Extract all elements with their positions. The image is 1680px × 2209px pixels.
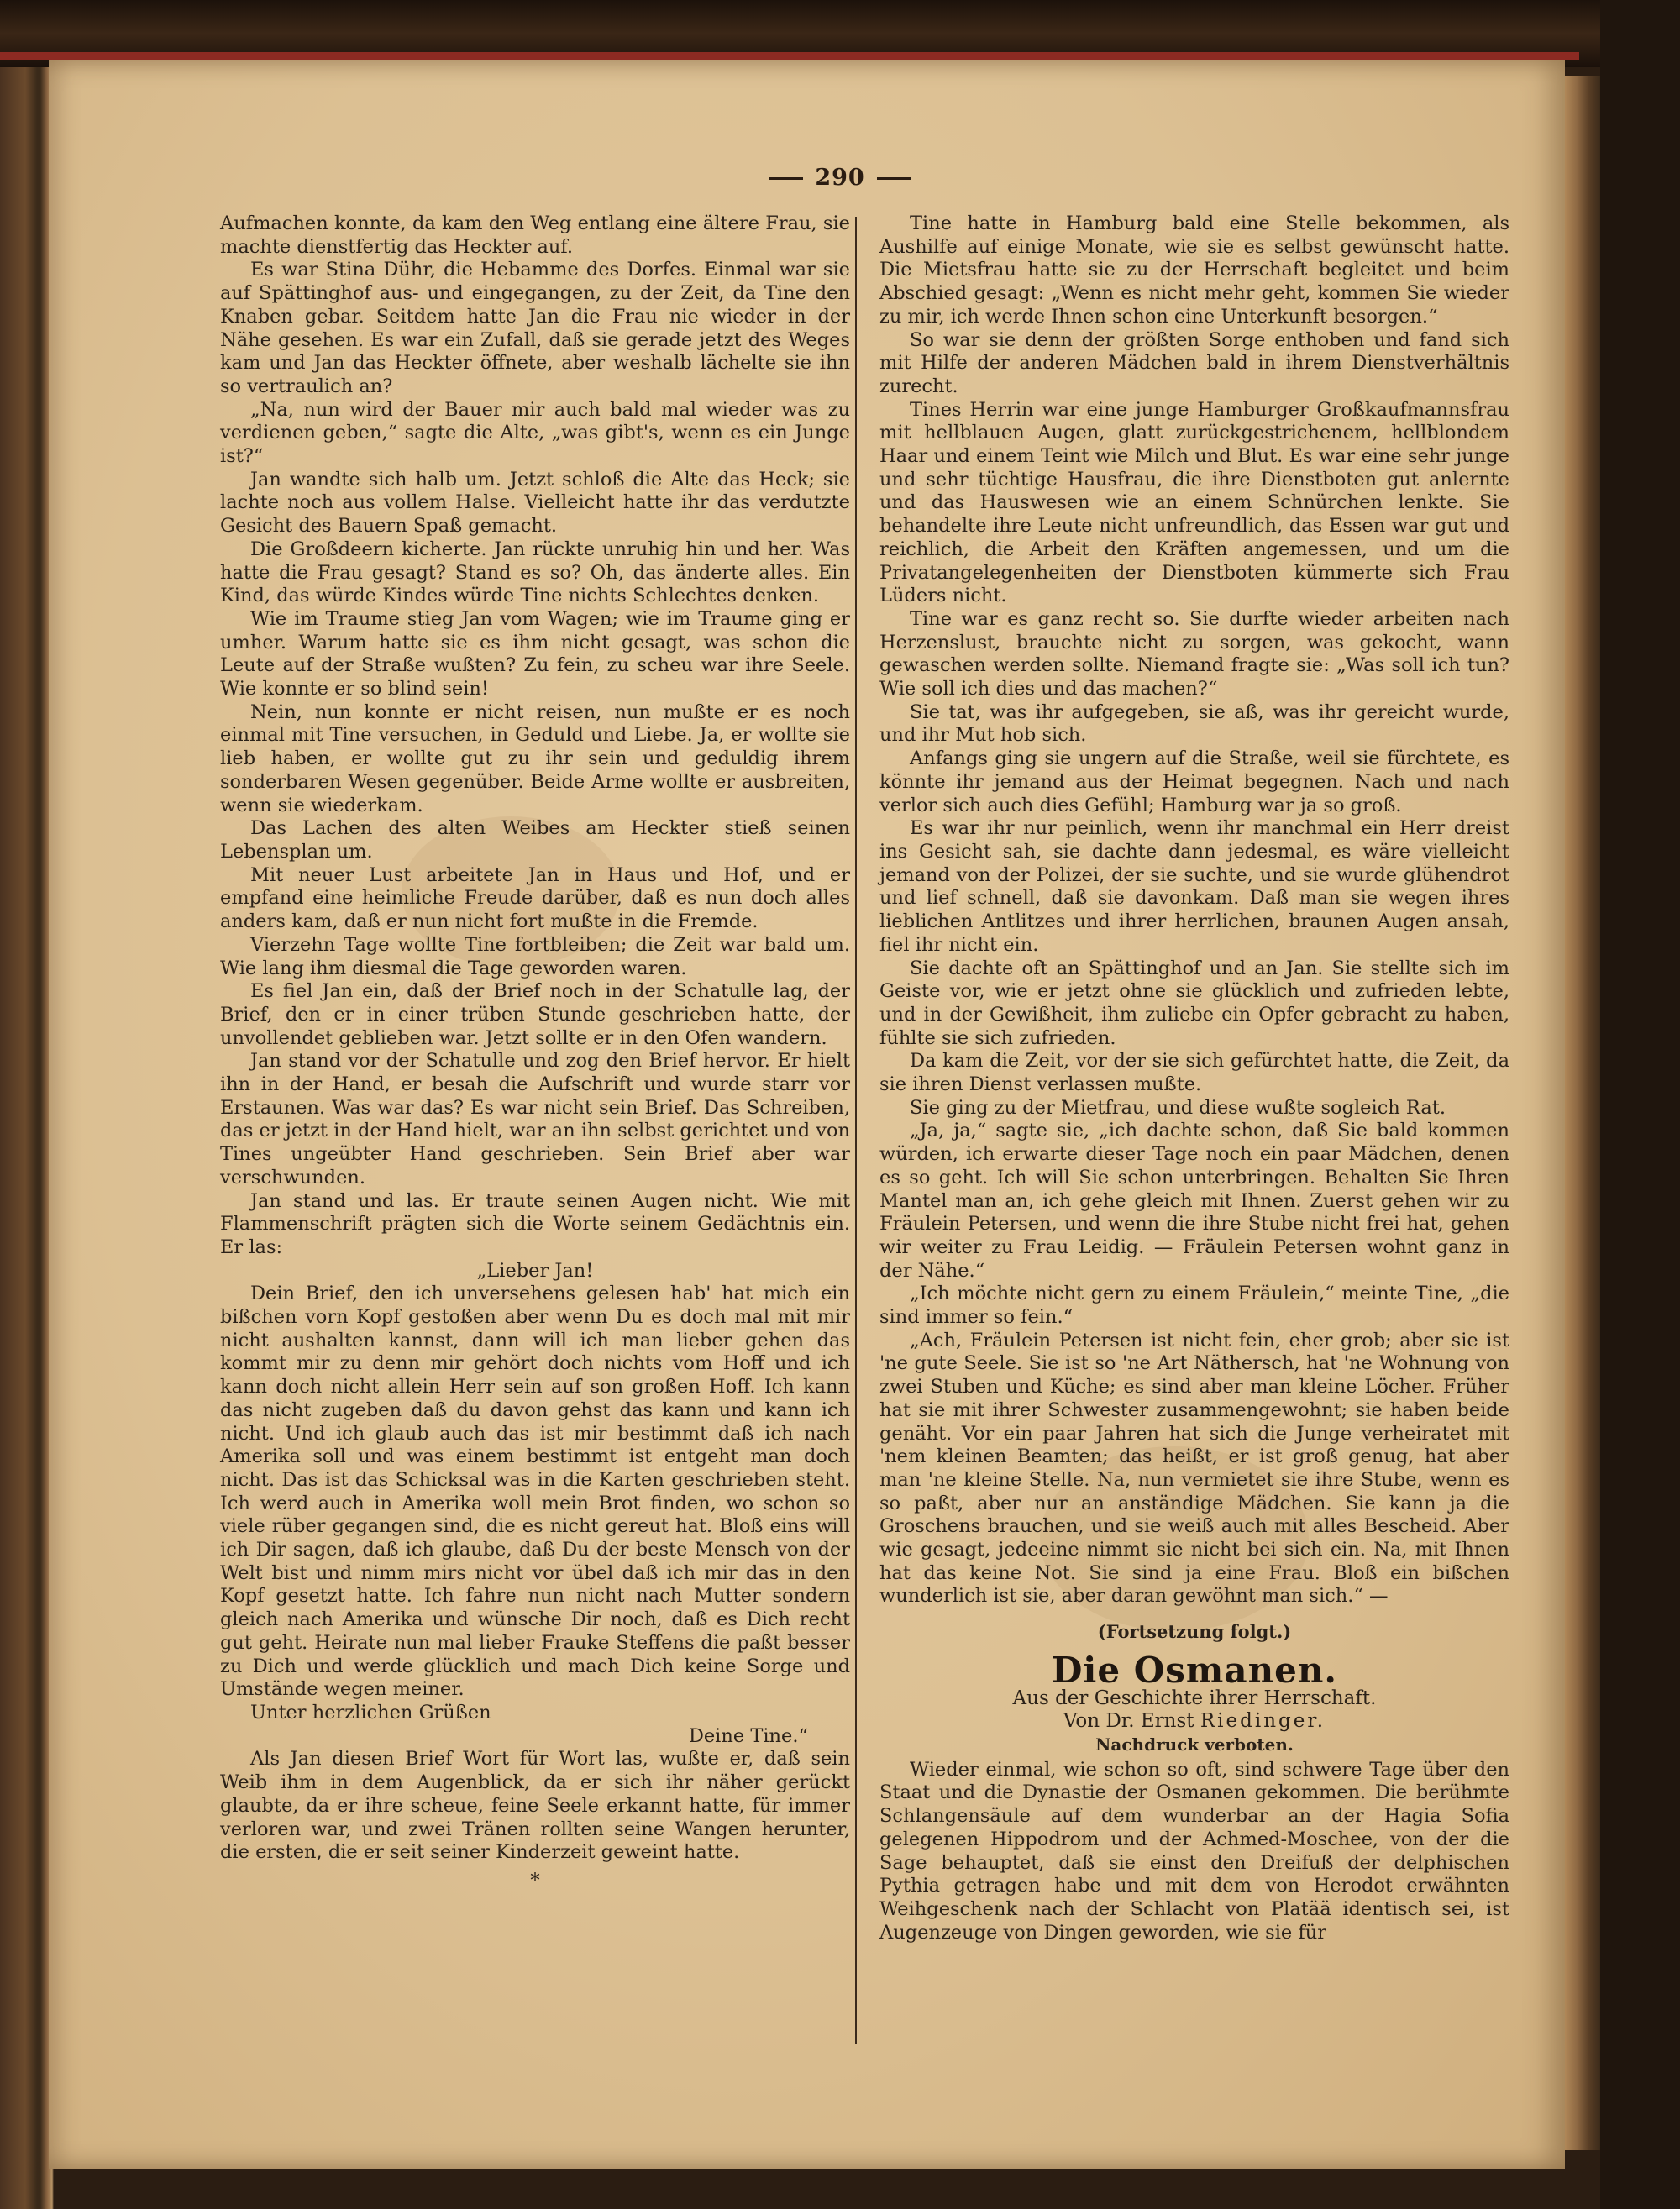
paragraph: Tines Herrin war eine junge Hamburger Großkaufmannsfrau mit hellblauen Augen, glatt zurückgestrichenem, hellblondem Haar und einem Teint wie Milch und Blut. Es war eine sehr junge und sehr tüchtige Hausfrau, die ihre Dienstboten gut anlernte und das Hauswesen wie an einem Schnürchen lenkte. Sie behandelte ihre Leute nicht unfreundlich, das Essen war gut und reichlich, die Arbeit den Kräften angemessen, und um die Privatangelegenheiten der Dienstboten kümmerte sich Frau Lüders nicht. bbox=[879, 398, 1509, 607]
section-separator: * bbox=[530, 1869, 540, 1892]
paragraph: Die Großdeern kicherte. Jan rückte unruhig hin und her. Was hatte die Frau gesagt? Stand es so? Oh, das änderte alles. Ein Kind, das würde Kindes würde Tine nichts Schlechtes denken. bbox=[220, 538, 850, 607]
paragraph: Jan stand vor der Schatulle und zog den Brief hervor. Er hielt ihn in der Hand, er besah die Aufschrift und wurde starr vor Erstaunen. Was war das? Es war nicht sein Brief. Das Schreiben, das er jetzt in der Hand hielt, war an ihn selbst gerichtet und von Tines ungeübter Hand geschrieben. Sein Brief aber war verschwunden. bbox=[220, 1050, 850, 1188]
article-subtitle: Aus der Geschichte ihrer Herrschaft. bbox=[1012, 1687, 1377, 1709]
page-number: 290 bbox=[0, 165, 1680, 191]
paragraph: Tine war es ganz recht so. Sie durfte wieder arbeiten nach Herzenslust, brauchte nicht zu sorgen, was gekocht, wann gewaschen werden sollte. Niemand fragte sie: „Was soll ich tun? Wie soll ich dies und das machen?“ bbox=[879, 607, 1509, 700]
paragraph: Als Jan diesen Brief Wort für Wort las, wußte er, daß sein Weib ihm in dem Augenblick, da er sich ihr näher gerückt glaubte, da er ihre scheue, feine Seele erkannt hatte, für immer verloren war, und zwei Tränen rollten seine Wangen herunter, die ersten, die er seit seiner Kinderzeit geweint hatte. bbox=[220, 1748, 850, 1864]
paragraph: Anfangs ging sie ungern auf die Straße, weil sie fürchtete, es könnte ihr jemand aus der Heimat begegnen. Nach und nach verlor sich auch dies Gefühl; Hamburg war ja so groß. bbox=[879, 748, 1509, 816]
paragraph: Mit neuer Lust arbeitete Jan in Haus und Hof, und er empfand eine heimliche Freude darüber, daß es nun doch alles anders kam, daß er nun nicht fort mußte in die Fremde. bbox=[220, 863, 850, 933]
paragraph: „Na, nun wird der Bauer mir auch bald mal wieder was zu verdienen geben,“ sagte die Alte, „was gibt's, wenn es ein Junge ist?“ bbox=[220, 398, 850, 468]
rights-notice: Nachdruck verboten. bbox=[1095, 1734, 1294, 1755]
scan-margin bbox=[1600, 0, 1680, 2209]
letter-greeting: Unter herzlichen Grüßen bbox=[250, 1702, 491, 1724]
book-spine-strip bbox=[0, 52, 1579, 60]
paragraph: „Ich möchte nicht gern zu einem Fräulein,“ meinte Tine, „die sind immer so fein.“ bbox=[879, 1283, 1509, 1329]
paragraph: Jan wandte sich halb um. Jetzt schloß die Alte das Heck; sie lachte noch aus vollem Halse. Vielleicht hatte ihr das verdutzte Gesicht des Bauern Spaß gemacht. bbox=[220, 468, 850, 538]
author-name: Riedinger. bbox=[1200, 1710, 1326, 1733]
paragraph: „Ja, ja,“ sagte sie, „ich dachte schon, daß Sie bald kommen würden, ich erwarte dieser Tage noch ein paar Mädchen, denen es so geht. Ich will Sie schon unterbringen. Behalten Sie Ihren Mantel man an, ich gehe gleich mit Ihnen. Zuerst gehen wir zu Fräulein Petersen, und wenn die ihre Stube nicht frei hat, gehen wir weiter zu Frau Leidig. — Fräulein Petersen wohnt ganz in der Nähe.“ bbox=[879, 1120, 1509, 1282]
author-prefix: Von Dr. Ernst bbox=[1063, 1710, 1194, 1733]
paragraph: Sie tat, was ihr aufgegeben, sie aß, was ihr gereicht wurde, und ihr Mut hob sich. bbox=[879, 700, 1509, 747]
article-author bbox=[879, 1710, 1509, 1734]
paragraph: Tine hatte in Hamburg bald eine Stelle bekommen, als Aushilfe auf einige Monate, wie sie es selbst gewünscht hatte. Die Mietsfrau hatte sie zu der Herrschaft begleitet und beim Abschied gesagt: „Wenn es nicht mehr geht, kommen Sie wieder zu mir, ich werde Ihnen schon eine Unterkunft besorgen.“ bbox=[879, 213, 1509, 328]
left-column bbox=[220, 213, 850, 1893]
letter-body: Dein Brief, den ich unversehens gelesen hab' hat mich ein bißchen vorn Kopf gestoßen aber wenn Du es doch mal mit mir nicht aushalten kannst, dann will ich man lieber gehen das kommt mir zu denn mir gehört doch nichts vom Hoff und ich kann doch nicht allein Herr sein auf son großen Hoff. Ich kann das nicht zugeben daß du davon gehst das kann und kann ich nicht. Und ich glaub auch das ist mir bestimmt daß ich nach Amerika soll und was einem bestimmt ist entgeht man doch nicht. Das ist das Schicksal was in die Karten geschrieben steht. Ich werd auch in Amerika woll mein Brot finden, wo schon so viele rüber gegangen sind, die es nicht gereut hat. Bloß eins will ich Dir sagen, daß ich glaube, daß Du der beste Mensch von der Welt bist und nimm mirs nicht vor übel daß ich mir das in den Kopf gesetzt hatte. Ich fahre nun nicht nach Mutter sondern gleich nach Amerika und wünsche Dir noch, daß es Dich recht gut geht. Heirate nun mal lieber Fraukе Steffens die paßt besser zu Dich und werde glücklich und mach Dich keine Sorge und Umstände wegen meiner. bbox=[220, 1283, 850, 1701]
paragraph: „Ach, Fräulein Petersen ist nicht fein, eher grob; aber sie ist 'ne gute Seele. Sie ist so 'ne Art Näthersch, hat 'ne Wohnung von zwei Stuben und Küche; es sind aber man kleine Löcher. Früher hat sie mit ihrer Schwester zusammengewohnt; sie haben beide genäht. Vor ein paar Jahren hat sich die Junge verheiratet mit 'nem kleinen Beamten; das heißt, er ist groß genug, hat aber man 'ne kleine Stelle. Na, nun vermietet sie ihre Stube, wenn es so paßt, aber nur an anständige Mädchen. Sie kann ja die Groschens brauchen, und sie weiß auch mit alles Bescheid. Aber wie gesagt, jedeeine nimmt sie nicht bei sich ein. Na, mit Ihnen hat das keine Not. Sie sind ja eine Frau. Bloß ein bißchen wunderlich ist sie, aber daran gewöhnt man sich.“ — bbox=[879, 1329, 1509, 1608]
letter-signature: Deine Tine.“ bbox=[688, 1724, 808, 1747]
paragraph: Da kam die Zeit, vor der sie sich gefürchtet hatte, die Zeit, da sie ihren Dienst verlassen mußte. bbox=[879, 1050, 1509, 1096]
continuation-note: (Fortsetzung folgt.) bbox=[1097, 1621, 1292, 1643]
paragraph: Es war Stina Dühr, die Hebamme des Dorfes. Einmal war sie auf Spättinghof aus- und eingegangen, zu der Zeit, da Tine den Knaben gebar. Seitdem hatte Jan die Frau nie wieder in der Nähe gesehen. Es war ein Zufall, daß sie gerade jetzt des Weges kam und Jan das Heckter öffnete, aber weshalb lächelte sie ihn so vertraulich an? bbox=[220, 259, 850, 397]
right-column bbox=[879, 213, 1509, 1944]
article-text: Wieder einmal, wie schon so oft, sind schwere Tage über den Staat und die Dynastie der Osmanen gekommen. Die berühmte Schlangensäule auf dem wunderbar an der Hagia Sofia gelegenen Hippodrom und der Achmed-Moschee, von der die Sage behauptet, daß sie einst den Dreifuß der delphischen Pythia getragen habe und mit dem von Herodot erwähnten Weihgeschenk nach der Schlacht von Platää identisch sei, ist Augenzeuge von Dingen geworden, wie sie für bbox=[879, 1758, 1509, 1944]
article-title: Die Osmanen. bbox=[1051, 1649, 1338, 1691]
paragraph: So war sie denn der größten Sorge enthoben und fand sich mit Hilfe der anderen Mädchen bald in ihrem Dienstverhältnis zurecht. bbox=[879, 328, 1509, 397]
page-edge bbox=[1565, 76, 1600, 2150]
paragraph: Aufmachen konnte, da kam den Weg entlang eine ältere Frau, sie machte dienstfertig das Heckter auf. bbox=[220, 213, 850, 258]
paragraph: Sie dachte oft an Spättinghof und an Jan. Sie stellte sich im Geiste vor, wie er jetzt ohne sie glücklich und zufrieden lebte, und in der Gewißheit, ihm zuliebe ein Opfer gebracht zu haben, fühlte sie sich zufrieden. bbox=[879, 957, 1509, 1049]
paragraph: Das Lachen des alten Weibes am Heckter stieß seinen Lebensplan um. bbox=[220, 817, 850, 863]
paragraph: Es war ihr nur peinlich, wenn ihr manchmal ein Herr dreist ins Gesicht sah, sie dachte dann jedesmal, es wäre vielleicht jemand von der Polizei, der sie suchte, und sie wurde glühendrot und lief schnell, daß sie davonkam. Daß man sie wegen ihres lieblichen Antlitzes und ihrer herrlichen, braunen Augen ansah, fiel ihr nicht ein. bbox=[879, 817, 1509, 956]
paragraph: Nein, nun konnte er nicht reisen, nun mußte er es noch einmal mit Tine versuchen, in Geduld und Liebe. Ja, er wollte sie lieb haben, er wollte gut zu ihr sein und geduldig ihrem sonderbaren Wesen gegenüber. Beide Arme wollte er ausbreiten, wenn sie wiederkam. bbox=[220, 700, 850, 816]
column-divider bbox=[855, 217, 857, 2044]
paragraph: Jan stand und las. Er traute seinen Augen nicht. Wie mit Flammenschrift prägten sich die Worte seinem Gedächtnis ein. Er las: bbox=[220, 1189, 850, 1258]
letter-salutation: „Lieber Jan! bbox=[476, 1259, 594, 1282]
paragraph: Wie im Traume stieg Jan vom Wagen; wie im Traume ging er umher. Warum hatte sie es ihm nicht gesagt, was schon die Leute auf der Straße wußten? Zu fein, zu scheu war ihre Seele. Wie konnte er so blind sein! bbox=[220, 607, 850, 700]
paragraph: Sie ging zu der Mietfrau, und diese wußte sogleich Rat. bbox=[910, 1096, 1446, 1119]
paragraph: Vierzehn Tage wollte Tine fortbleiben; die Zeit war bald um. Wie lang ihm diesmal die Tage geworden waren. bbox=[220, 933, 850, 979]
paragraph: Es fiel Jan ein, daß der Brief noch in der Schatulle lag, der Brief, den er in einer trüben Stunde geschrieben hatte, der unvollendet geblieben war. Jetzt sollte er in den Ofen wandern. bbox=[220, 980, 850, 1049]
